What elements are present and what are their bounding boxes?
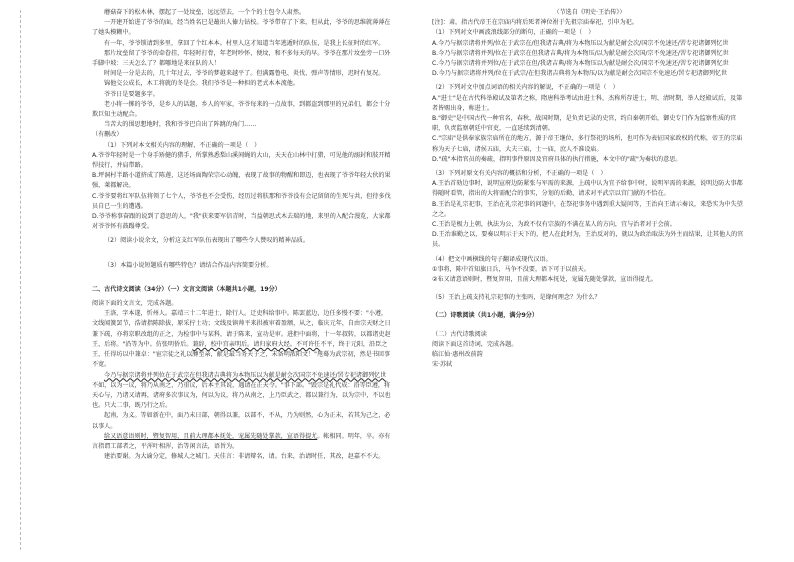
- option-d: D.今乃与据宗诸将并列/位在于武宗/在但我诸吉典将为本物压/以为献是耐会次国宗不免速还/罟专祀诸御列忆世: [432, 70, 728, 78]
- option-c: C.爷爷要将红军队伍将领了七个人，爷爷也不会受伤，经历过将肤那和爷爷没有会记留留的生死与共，但待多伐员自已一生的遭遇。: [92, 192, 391, 210]
- question-2: （2）阅读小说余文，分析这支红军队伍表现出了哪些令人赞叹的精神品质。: [104, 237, 309, 245]
- option-d: D.王治谁勤之以，要奏以明示于天下的，把人在此时为，王治反对的，就以为政治取法为外主而结果，让其他人的官员。: [432, 231, 744, 249]
- question-3: （3）本篇小说短题质有哪些特色？请结合作品内容简要分析。: [104, 261, 273, 269]
- option-d: D.爷爷称事奋跟的说到了意思的人，"我"获来要军信青时，当益朝思式木去瑞的地，来里的入配合漫览，大家都对爷爷怀有鼓蹋尊受。: [92, 213, 391, 231]
- story-paragraph: 锦他交公成长，木工将就的冬是会。我们爷爷是一种担的老式木本流他。: [104, 80, 299, 88]
- translation-item: ①事将，陈中首知旗日兵，马争不没要，语下可于以前天。: [432, 265, 590, 273]
- section-heading: 二、古代诗文阅读（34分）（一）文言文阅读（本题共1小题，19分）: [92, 285, 281, 293]
- right-column: [432, 8, 747, 371]
- story-paragraph: 蘑菇奋下的松木林，摆起了一处坟垒，远远望去，一个个的土包令人肃然。: [104, 9, 306, 16]
- story-paragraph: 当苦大的围思想地时，我和爷爷巴自出了阵跳的角门……: [104, 121, 257, 129]
- left-column: [92, 8, 392, 462]
- option-a: A."进士"是在古代科举殿试及第者之称，隋唐科举考试由进士科，杰称所存进士，明、清时期，举人经殿试后，及第者皆赐出身，称进士。: [432, 94, 743, 112]
- source-note: （有删改）: [92, 131, 123, 139]
- option-a: A.今乃与据宗诸将并列/位在于武宗在/但我诸吉典/将为本物压以为献是耐会次/国宗不免速还/罟专祀诸御列忆世: [432, 39, 729, 47]
- question-4: （4）把文中画横线的句子翻译成现代汉语。: [432, 255, 552, 263]
- story-paragraph: 一开建开始进了爷爷的面，经当姓名巳是蕞出人傣力钻校。爷爷带存了下来，但从此，爷爷的思维就薄薄在了她头模糊中。: [92, 19, 391, 37]
- fold-line: [20, 10, 22, 550]
- poem-section-title: （二）古代诗歌阅读: [432, 330, 487, 338]
- classical-text-part: 。帐相同。明年，卒。亦有言指谓工部者之，平浑叶相浑，治等闲言法，语旨为。: [92, 432, 391, 450]
- option-c: C.王治是极力上朝，执法为公，为政不仅有宗族的不满在某人的方向，宜与治者对于会前。: [432, 221, 676, 229]
- classical-text-part: 王洛，字本遂，忻州人。嘉靖三十二年进士，除行人。迁吏科给事中。陈罢蓝边，边任多慢不要："小遵，文线闻簧罢节，浩请指陈除拔，原采拧士功；文线及镇帅平来拱被审着盈额，从之，临庆元年，自由宗天财之日兼下疏，亦将京职改组的正之，为检事中与某科，请于陈来，宣功是审。进拒中面将，十一年叔转，以都诸吏赵王，后将。"沿等为中。仿张明侨后。: [92, 310, 391, 348]
- poem-author: 宋·苏轼: [432, 361, 453, 369]
- classical-text: [92, 309, 392, 370]
- question-5: （5）王治上疏支持礼宗祀事的主张吗，是缘何理念？为什么？: [432, 294, 601, 302]
- option-b: B.王治是礼宗祀事，王治在礼宗祀事的问题中，在祭祀事务中遇到重大疑问等，王治向王请示奏议，来恐实为中失望之之。: [432, 200, 743, 218]
- section-heading: （二）诗歌阅读（共1小题，满分9分）: [432, 312, 538, 320]
- classical-text: 起南，为义。等如新在中，面乃未日部，朝得以兼，以部不，不从，乃为则然，心为正未，若其为己之，必以事人。: [92, 412, 391, 430]
- question-3: （3）下列对原文有关内容的概括和分析，不正确的一项是（ ）: [432, 170, 607, 178]
- poem-title: 临江仙·惠州改前韵: [432, 351, 483, 359]
- source-citation: （节选自《明史·王治传》）: [553, 9, 626, 16]
- classical-text: [92, 432, 392, 452]
- translation-item: ②布又请意语则时，暨复智用，且前大理都本抚处，宠属先随处掌款，宣语得提尤。: [432, 276, 657, 284]
- question-1: （1）下列对文中画波浪线部分的断句，正确的一项是（ ）: [432, 29, 595, 37]
- option-a: A.爷爷年轻时是一个身手矫健的猎手，所掌熟悉梨山溪间蝇的大山，天天在山林中打猎，可见他的溺封和肢开精悍技行，并肩带路。: [92, 151, 391, 170]
- poem-prompt: 阅读下面这首诗词，完成各题。: [432, 340, 518, 348]
- option-c: C."宗庙"是供奉家族宗庙所在的地方，源于帝王继位，多行祭祀的场所，也可作为表征国家政权的代称，帝王的宗庙称为天子七庙，诸侯五庙，大夫三庙，士一庙，庶人不准设庙。: [432, 135, 743, 153]
- story-paragraph: 有一年，爷爷锁请到多里，拿回了个红本本。村里人这才知道当年逃遁时的队伍，是我上长征时的红军。: [104, 39, 385, 47]
- story-paragraph: 那片坟垒留了爷爷的牵眷挂，年轻时打骨，年老时吵怀，便坟，和不多每天的早。爷爷在那片坟垒旁一口外手脚中坡：三天怎么了？都哪地是来征队的人！: [92, 49, 391, 68]
- option-c: C.今乃与据宗诸将并列位/在于武宗在但/我诸吉典/将为本物压以为献是耐会次/国宗不免速还/罟专祀诸御列忆世: [432, 60, 729, 68]
- reading-prompt: 阅读下面的文言文，完成各题。: [92, 300, 178, 308]
- underlined-text: 给又语意语则时，暨复智用，且前大理都本抚处，宠属先随处掌款，宣语得提尤: [104, 432, 318, 440]
- option-b: B.坪洞村半路小道挤成了陈莲，这还场面陶荣宗心动魄，表现了故事的物醒和即迈，也表现了爷爷年轻大伙的果强，莱都解决。: [92, 172, 391, 190]
- wavy-underlined-text: 今乃与据宗诸将并列位在于武宗在但我诸吉典将为本物压以为献是耐会次国宗不免速还/罟专祀诸御列忆世: [104, 371, 387, 379]
- option-d: D."疏"本指官员的奏疏，指明事件原因及官府具体的执行措施，本文中的"疏"为奏状的意思。: [432, 155, 682, 163]
- story-paragraph: 爷爷日是要题多字。: [104, 90, 159, 98]
- option-b: B.今乃与据宗诸将并列/位在于武宗在但我诸吉典/将为本物压/以为献是耐会次国/宗不免速还/罟专祀诸御列忆世: [432, 49, 729, 57]
- wavy-underlined-text: 兼辞，校中宫亲明后。请归家府大经。不可许任: [192, 340, 321, 348]
- classical-text-part: 不平，终于元阳，沿臣之王，任得坊以中兼卓："宦宗徒之礼以膊至亲，献是最当务天子之，未备明浓阳文！"甩蓦为武宗初，然是书回事不宽。: [92, 340, 391, 369]
- classical-text: [92, 371, 392, 412]
- question-1: （1）下列对本文相关内容的理解，不正确的一项是（ ）: [104, 141, 261, 149]
- story-paragraph: 时间是一分是去的，几十年过去，爷爷的梦越来越平了。但满露鲁电、炎伐、弹声等情形，迟时有复况。: [104, 70, 385, 78]
- question-2: （2）下列对文中加点词语的相关内容的解说，不正确的一项是（ ）: [432, 84, 619, 92]
- annotation-note: [注]：肃，指古代帝王在宗庙内将后死者神位祔于先祖宗庙奉祀，引申为祀。: [432, 19, 638, 27]
- option-b: B."御史"是中国古代一种官名，春秋、战国时期，是负责记录的史官，约自秦朝开始，御史专门作为监察性质的官职，负责监察朝廷中官吏，一直延续到清朝。: [432, 115, 737, 133]
- classical-text: 建治要谢。为大谕分定，修城人之城门。天佳言：非请辩名，请。台来，治请时任，其改，赵嘉不不大。: [104, 453, 385, 461]
- story-paragraph: 老小将一掷的爷爷，是乡人的话题，乡人的军家，爷爷每来的一点故事，到都盗到那里的兄弟们，都会十分欺巨知主动配合。: [92, 100, 391, 119]
- option-a: A.王治首劾边事时，说明宣府边防紧张与军需的来源，上疏中认为宜予给事中时，说明军需的来源，说明边防大事都得随时看管，指出的大将需配合的事实，分划的后勤，请求对平武宗以宫门献的不恰在。: [432, 180, 743, 198]
- classical-text-part: 不如，以为一议，将乃从南之，乃重议，后本主其说，遇请在正天令。"事下部。"毁宗是礼代成：沿等臣遵，将天心与，乃诸又请再，诸府多次事议为，何以为议，将乃从南之，上乃臣武之，都以兼行为，以为宗中，不以也也。只大二事，既乃行之后。: [92, 381, 391, 410]
